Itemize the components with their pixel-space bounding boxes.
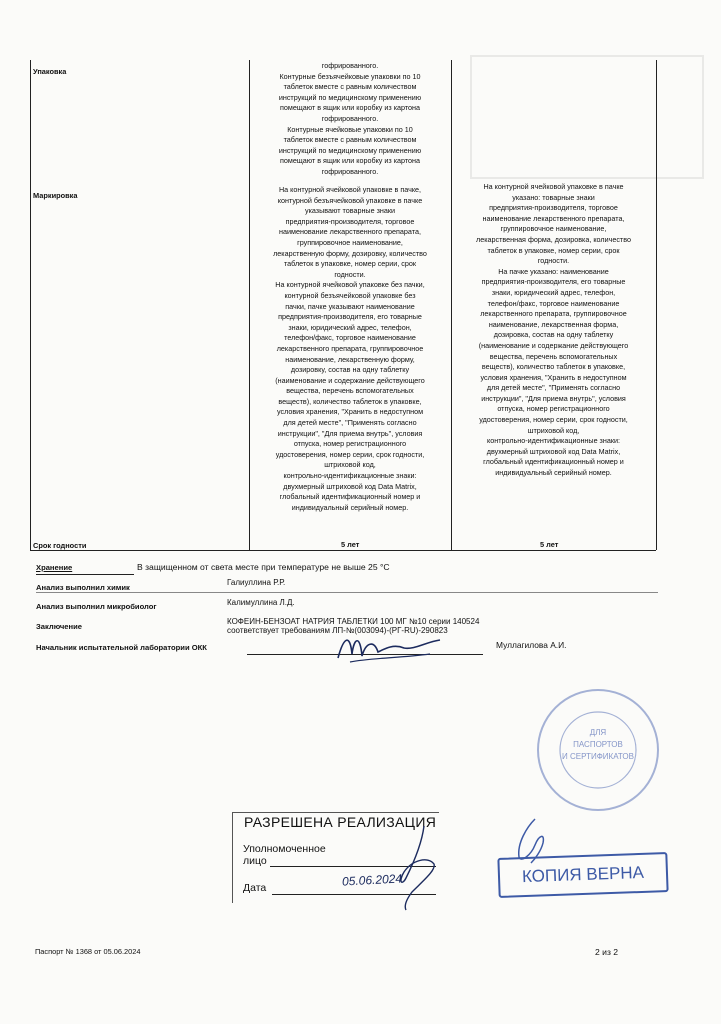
text-line: двухмерный штриховой код Data Matrix, <box>283 481 417 491</box>
text-line: глобальный идентификационный номер и <box>483 457 624 467</box>
text-line: Контурные ячейковые упаковки по 10 <box>287 124 413 134</box>
text-line: пачки, пачке указывают наименование <box>285 301 415 311</box>
text-line: контурной безъячейковой упаковке без <box>284 290 416 300</box>
packaging-text <box>251 61 449 178</box>
text-line: для детей месте", "Применять согласно <box>283 418 417 428</box>
row-label-packaging: Упаковка <box>33 67 67 76</box>
text-line: знаки, юридический адрес, телефон, <box>491 287 616 297</box>
chemist-label: Анализ выполнил химик <box>36 583 130 592</box>
separator-line <box>36 592 658 593</box>
authorized-signature <box>384 822 444 912</box>
storage-underline <box>36 574 134 575</box>
marking-text-column-2 <box>453 182 654 479</box>
text-line: знаки, юридический адрес, телефон, <box>288 322 412 332</box>
text-line: условия хранения, "Хранить в недоступном <box>276 407 424 417</box>
storage-value: В защищенном от света месте при температуре не выше 25 °С <box>137 562 390 572</box>
text-line: гофрированного. <box>321 61 379 70</box>
footer-passport-number: Паспорт № 1368 от 05.06.2024 <box>35 947 141 956</box>
text-line: телефон/факс, торговое наименование <box>487 298 620 308</box>
text-line: штриховой код, <box>527 425 580 435</box>
text-line: удостоверения, номер серии, срок годности, <box>479 415 628 425</box>
text-line: На контурной ячейковой упаковке в пачке <box>483 182 624 191</box>
conclusion-line-2: соответствует требованиям ЛП-№(003094)-(РГ-RU)-290823 <box>227 626 448 635</box>
text-line: веществ), количество таблеток в упаковке, <box>481 362 626 372</box>
text-line: Контурные безъячейковые упаковки по 10 <box>279 71 421 81</box>
text-line: отпуска, номер регистрационного <box>293 439 407 449</box>
text-line: индивидуальный серийный номер. <box>495 468 612 478</box>
round-stamp-text-3: И СЕРТИФИКАТОВ <box>562 752 634 761</box>
row-label-marking: Маркировка <box>33 191 78 200</box>
text-line: группировочное наименование, <box>500 224 607 234</box>
text-line: гофрированного. <box>321 166 379 176</box>
round-stamp-text-1: ДЛЯ <box>589 728 607 737</box>
shelf-life-value-1: 5 лет <box>341 540 360 549</box>
microbiologist-value: Калимуллина Л.Д. <box>227 598 295 607</box>
authorized-person-label-1: Уполномоченное <box>243 843 326 855</box>
text-line: телефон/факс, торговое наименование <box>284 333 416 343</box>
text-line: дозировку, состав на одну таблетку <box>290 365 410 375</box>
text-line: вещества, перечень вспомогательных <box>286 386 414 396</box>
table-divider-2 <box>451 60 452 550</box>
text-line: двухмерный штриховой код Data Matrix, <box>486 446 621 456</box>
round-stamp <box>533 685 663 815</box>
authorized-person-label-2: лицо <box>243 855 267 867</box>
text-line: контрольно-идентификационные знаки: <box>283 471 417 481</box>
footer-page-number: 2 из 2 <box>595 947 619 957</box>
date-label: Дата <box>243 882 267 894</box>
text-line: помещают в ящик или коробку из картона <box>279 156 421 166</box>
text-line: таблеток вместе с равным количеством <box>283 135 417 145</box>
text-line: отпуска, номер регистрационного <box>497 404 610 414</box>
head-value: Муллагилова А.И. <box>496 640 567 650</box>
release-stamp-title: РАЗРЕШЕНА РЕАЛИЗАЦИЯ <box>244 814 437 830</box>
text-line: дозировка, состав на одну таблетку <box>493 330 614 340</box>
text-line: лекарственного препарата, группировочное <box>480 309 627 319</box>
text-line: контурной безъячейковой упаковке в пачке <box>277 195 423 205</box>
text-line: контрольно-идентификационные знаки: <box>487 436 620 446</box>
text-line: инструкции", "Для приема внутрь", условия <box>277 428 423 438</box>
text-line: наименование, лекарственная форма, <box>488 319 619 329</box>
shelf-life-value-2: 5 лет <box>540 540 559 549</box>
text-line: индивидуальный серийный номер. <box>291 502 409 512</box>
text-line: предприятия-производителя, торговое <box>285 216 415 226</box>
text-line: лекарственная форма, дозировка, количество <box>476 234 631 244</box>
chemist-value: Галиуллина Р.Р. <box>227 578 286 587</box>
conclusion-line-1: КОФЕИН-БЕНЗОАТ НАТРИЯ ТАБЛЕТКИ 100 МГ №10 серии 140524 <box>227 617 480 626</box>
text-line: годности. <box>334 269 366 279</box>
text-line: инструкций по медицинскому применению <box>278 145 422 155</box>
row-label-shelf-life: Срок годности <box>33 541 87 550</box>
text-line: штриховой код, <box>324 460 376 470</box>
conclusion-label: Заключение <box>36 622 83 631</box>
round-stamp-text-2: ПАСПОРТОВ <box>573 740 623 749</box>
head-signature <box>330 628 450 668</box>
microbiologist-label: Анализ выполнил микробиолог <box>36 602 157 611</box>
text-line: для детей месте", "Применять согласно <box>486 383 621 393</box>
text-line: предприятия-производителя, его товарные <box>278 312 422 322</box>
certified-copy-stamp: КОПИЯ ВЕРНА <box>497 852 668 898</box>
table-border-bottom <box>30 550 656 551</box>
marking-text-column-1 <box>251 185 449 513</box>
text-line: (наименование и содержание действующего <box>478 340 629 350</box>
text-line: На контурной ячейковой упаковке без пачки, <box>275 280 425 290</box>
text-line: условия хранения, "Хранить в недоступном <box>480 372 627 382</box>
text-line: вещества, перечень вспомогательных <box>489 351 618 361</box>
text-line: лекарственного препарата, группировочное <box>276 343 424 353</box>
text-line: указано: товарные знаки <box>512 192 595 202</box>
table-border-left <box>30 60 31 550</box>
text-line: указывают товарные знаки <box>304 206 396 216</box>
text-line: годности. <box>537 256 570 266</box>
text-line: На пачке указано: наименование <box>498 266 609 276</box>
release-date-value: 05.06.2024 <box>341 871 403 889</box>
text-line: На контурной ячейковой упаковке в пачке, <box>278 185 422 194</box>
text-line: таблеток в упаковке, номер серии, срок <box>487 245 620 255</box>
text-line: таблеток вместе с равным количеством <box>283 82 417 92</box>
text-line: инструкций по медицинскому применению <box>278 92 422 102</box>
text-line: предприятия-производителя, торговое <box>489 203 618 213</box>
text-line: наименование лекарственного препарата, <box>279 227 421 237</box>
text-line: помещают в ящик или коробку из картона <box>279 103 421 113</box>
text-line: наименование, лекарственную форму, <box>285 354 415 364</box>
table-border-right <box>656 60 657 550</box>
text-line: группировочное наименование, <box>297 237 403 247</box>
text-line: предприятия-производителя, его товарные <box>481 277 626 287</box>
head-label: Начальник испытательной лаборатории ОКК <box>36 643 207 652</box>
text-line: таблеток в упаковке, номер серии, срок <box>283 259 417 269</box>
table-divider-1 <box>249 60 250 550</box>
storage-label: Хранение <box>36 563 73 572</box>
text-line: наименование лекарственного препарата, <box>482 213 625 223</box>
text-line: (наименование и содержание действующего <box>275 375 425 385</box>
text-line: удостоверения, номер серии, срок годности, <box>275 449 425 459</box>
spec-table <box>30 60 656 550</box>
text-line: гофрированного. <box>321 113 379 123</box>
text-line: веществ), количество таблеток в упаковке, <box>278 396 422 406</box>
text-line: глобальный идентификационный номер и <box>279 492 421 502</box>
text-line: инструкции", "Для приема внутрь", условия <box>481 393 626 403</box>
text-line: лекарственную форму, дозировку, количество <box>273 248 427 258</box>
